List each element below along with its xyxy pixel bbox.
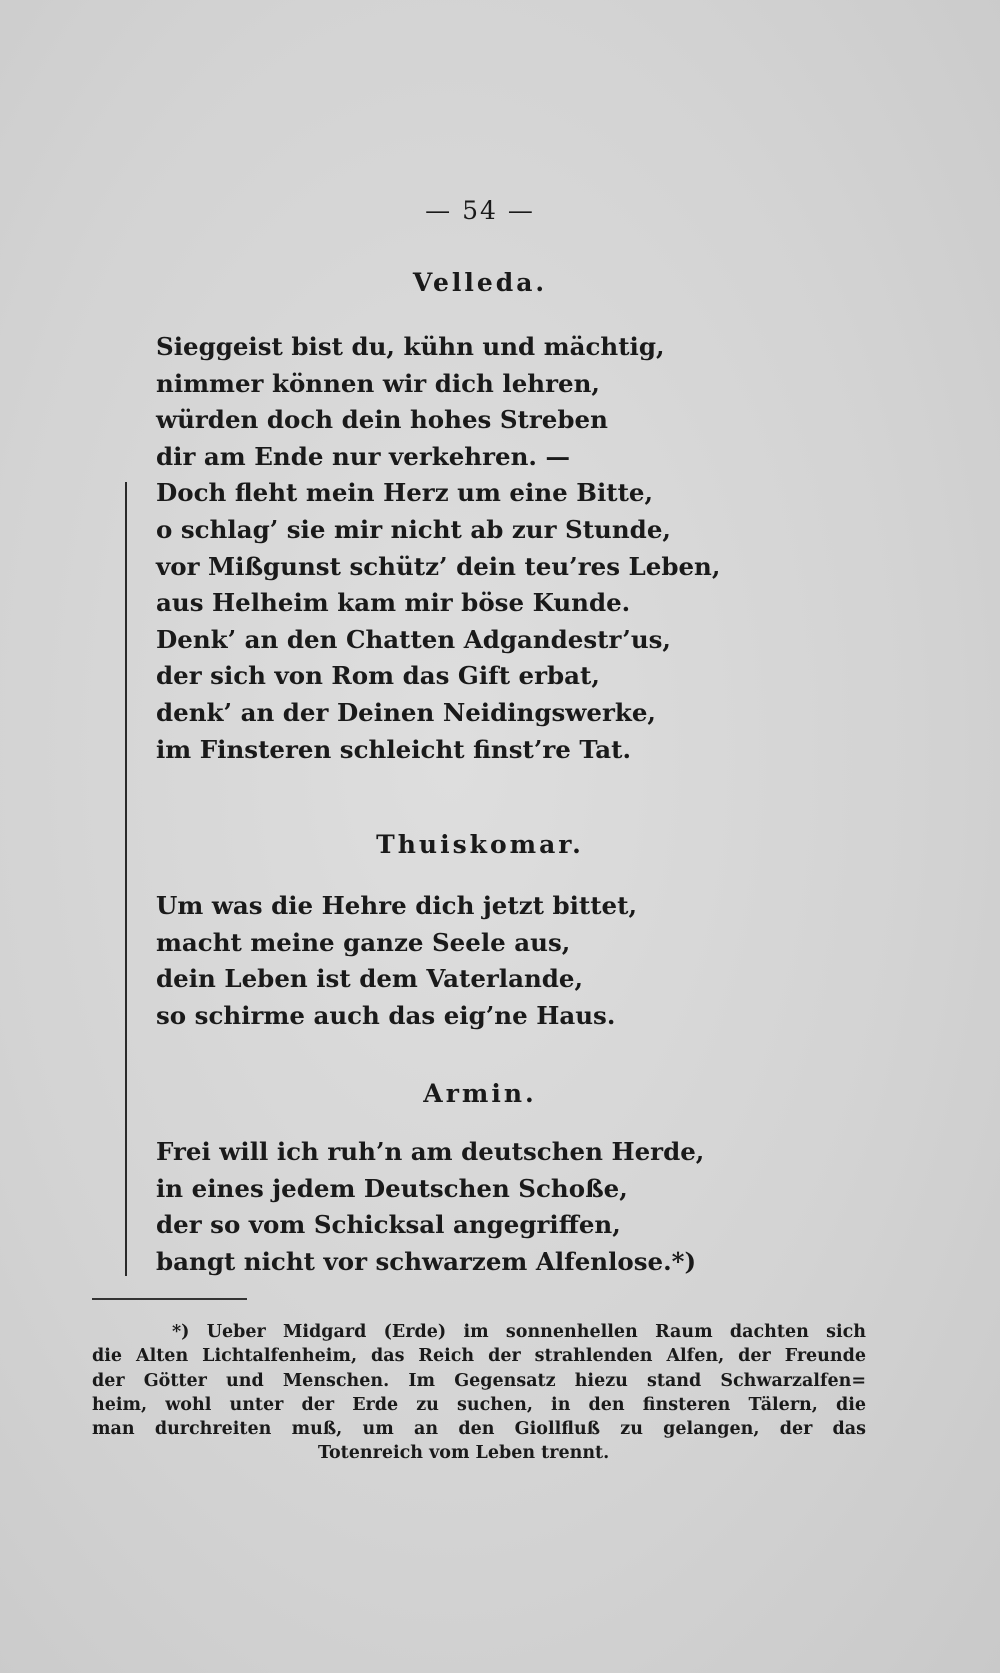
verse-line: Doch fleht mein Herz um eine Bitte, (156, 478, 654, 508)
verse-line: so schirme auch das eig’ne Haus. (156, 1000, 616, 1030)
verse-line: im Finsteren schleicht finst’re Tat. (156, 734, 632, 764)
verse-block (156, 1134, 704, 1280)
verse-line: denk’ an der Deinen Neidingswerke, (156, 697, 656, 727)
verse-line: Um was die Hehre dich jetzt bittet, (156, 891, 637, 920)
verse-line: aus Helheim kam mir böse Kunde. (156, 588, 631, 618)
verse-line: macht meine ganze Seele aus, (156, 927, 571, 957)
verse-line: in eines jedem Deutschen Schoße, (156, 1173, 628, 1203)
speaker-heading: Thuiskomar. (376, 830, 584, 859)
footnote-line: der Götter und Menschen. Im Gegensatz hiezu stand Schwarzalfen= (92, 1370, 866, 1391)
verse-line: bangt nicht vor schwarzem Alfenlose.*) (156, 1246, 697, 1276)
verse-line: dein Leben ist dem Vaterlande, (156, 964, 584, 994)
verse-block (156, 888, 637, 1034)
margin-rule (125, 482, 127, 1276)
footnote-line: die Alten Lichtalfenheim, das Reich der strahlenden Alfen, der Freunde (92, 1346, 866, 1367)
verse-line: dir am Ende nur verkehren. — (156, 441, 570, 471)
footnote-line: *) Ueber Midgard (Erde) im sonnenhellen Raum dachten sich (172, 1322, 866, 1342)
page-number: — 54 — (425, 196, 535, 225)
verse-line: nimmer können wir dich lehren, (156, 368, 600, 398)
verse-line: Denk’ an den Chatten Adgandestr’us, (156, 624, 671, 654)
footnote (92, 1320, 866, 1466)
footnote-line: man durchreiten muß, um an den Giollfluß zu gelangen, der das (92, 1419, 866, 1440)
verse-line: o schlag’ sie mir nicht ab zur Stunde, (156, 514, 671, 544)
speaker-heading: Armin. (423, 1079, 537, 1108)
footnote-line: heim, wohl unter der Erde zu suchen, in den finsteren Tälern, die (92, 1394, 866, 1415)
verse-line: Sieggeist bist du, kühn und mächtig, (156, 332, 665, 361)
footnote-divider (92, 1298, 247, 1300)
footnote-line: Totenreich vom Leben trennt. (318, 1443, 610, 1464)
speaker-heading: Velleda. (412, 268, 548, 297)
verse-block (156, 329, 720, 768)
verse-line: der sich von Rom das Gift erbat, (156, 661, 600, 691)
verse-line: vor Mißgunst schütz’ dein teu’res Leben, (156, 551, 721, 581)
verse-line: würden doch dein hohes Streben (156, 405, 608, 435)
verse-line: der so vom Schicksal angegriffen, (156, 1210, 621, 1240)
verse-line: Frei will ich ruh’n am deutschen Herde, (156, 1137, 705, 1166)
